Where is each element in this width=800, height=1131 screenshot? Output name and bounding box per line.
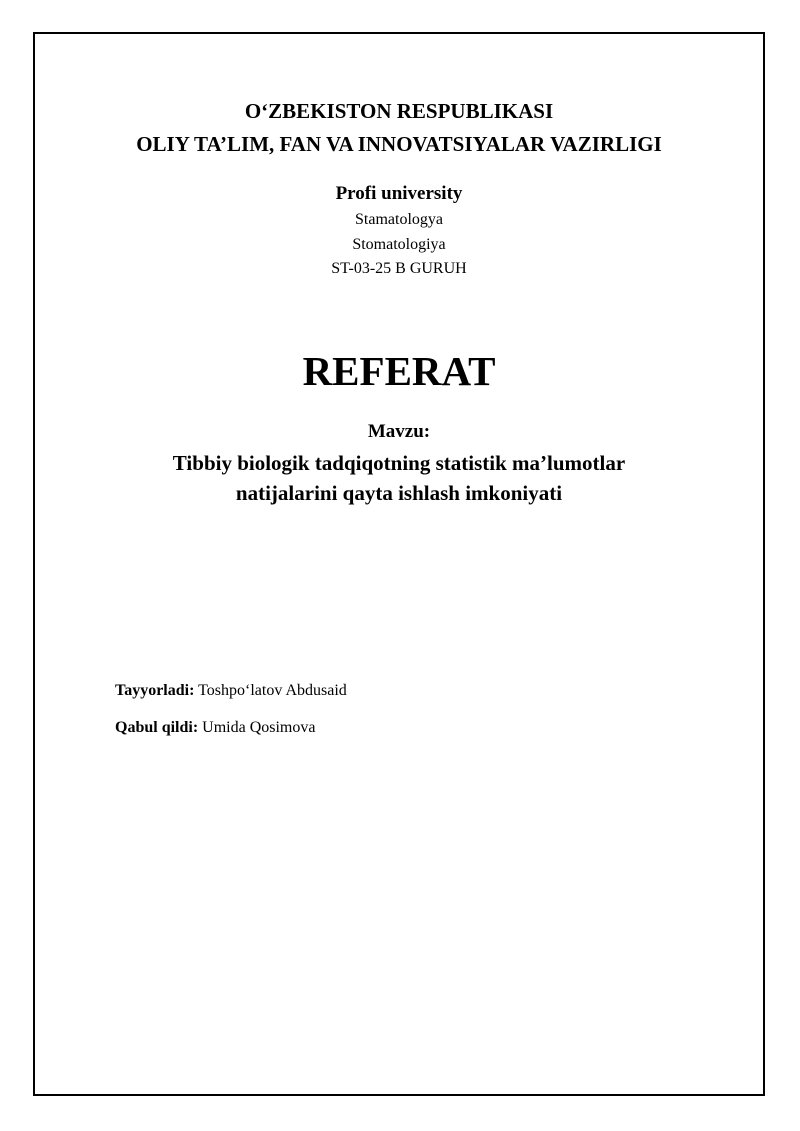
topic-label: Mavzu: — [367, 421, 431, 442]
group-name: ST-03-25 B GURUH — [331, 260, 467, 277]
university-name: Profi university — [335, 183, 463, 204]
prepared-by-label: Tayyorladi: — [115, 682, 195, 699]
ministry-line-1: O‘ZBEKISTON RESPUBLIKASI — [244, 99, 554, 123]
accepted-by-value: Umida Qosimova — [198, 719, 316, 736]
ministry-line-2: OLIY TA’LIM, FAN VA INNOVATSIYALAR VAZIRLIGI — [136, 132, 662, 156]
prepared-by-value: Toshpo‘latov Abdusaid — [194, 682, 347, 699]
specialty-name: Stomatologiya — [352, 236, 446, 253]
document-title: REFERAT — [302, 348, 496, 394]
accepted-by-label: Qabul qildi: — [115, 719, 199, 736]
prepared-by — [115, 681, 347, 701]
topic-line-1: Tibbiy biologik tadqiqotning statistik ma’lumotlar — [172, 451, 626, 475]
accepted-by — [115, 718, 315, 738]
faculty-name: Stamatologya — [355, 211, 443, 228]
topic-line-2: natijalarini qayta ishlash imkoniyati — [235, 481, 563, 505]
